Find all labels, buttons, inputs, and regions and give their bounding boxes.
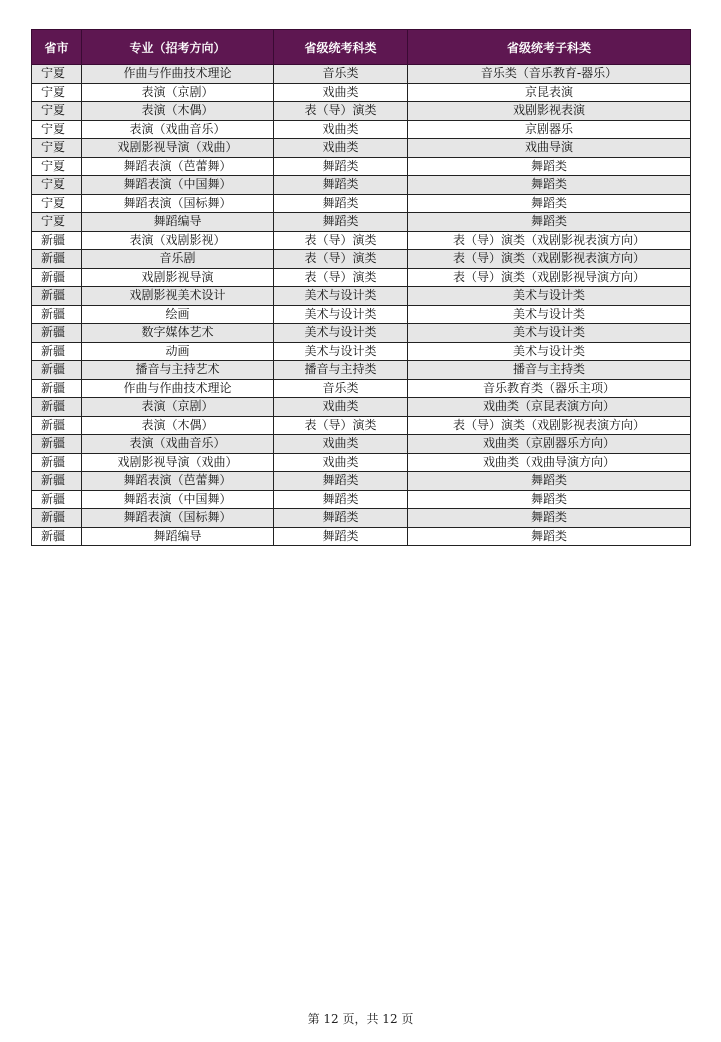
table-row [32, 102, 691, 121]
cell-subcategory: 表（导）演类（戏剧影视导演方向） [408, 268, 691, 287]
cell-subcategory: 美术与设计类 [408, 287, 691, 306]
cell-major: 戏剧影视美术设计 [82, 287, 274, 306]
cell-major: 作曲与作曲技术理论 [82, 65, 274, 84]
cell-province: 新疆 [32, 287, 82, 306]
table-row [32, 435, 691, 454]
cell-major: 数字媒体艺术 [82, 324, 274, 343]
cell-subcategory: 戏曲类（京昆表演方向） [408, 398, 691, 417]
cell-subcategory: 舞蹈类 [408, 509, 691, 528]
cell-category: 表（导）演类 [274, 268, 408, 287]
table-row [32, 416, 691, 435]
cell-category: 表（导）演类 [274, 250, 408, 269]
cell-subcategory: 舞蹈类 [408, 157, 691, 176]
cell-major: 表演（京剧） [82, 83, 274, 102]
cell-major: 表演（京剧） [82, 398, 274, 417]
cell-province: 宁夏 [32, 139, 82, 158]
table-row [32, 231, 691, 250]
cell-major: 戏剧影视导演 [82, 268, 274, 287]
cell-major: 作曲与作曲技术理论 [82, 379, 274, 398]
cell-province: 新疆 [32, 453, 82, 472]
cell-category: 舞蹈类 [274, 213, 408, 232]
cell-subcategory: 音乐类（音乐教育-器乐） [408, 65, 691, 84]
cell-province: 宁夏 [32, 65, 82, 84]
cell-major: 舞蹈表演（芭蕾舞） [82, 157, 274, 176]
cell-province: 新疆 [32, 435, 82, 454]
cell-category: 舞蹈类 [274, 527, 408, 546]
cell-province: 新疆 [32, 342, 82, 361]
cell-subcategory: 京昆表演 [408, 83, 691, 102]
cell-subcategory: 舞蹈类 [408, 213, 691, 232]
cell-subcategory: 舞蹈类 [408, 490, 691, 509]
cell-category: 美术与设计类 [274, 287, 408, 306]
header-subcategory: 省级统考子科类 [408, 30, 691, 65]
cell-province: 新疆 [32, 509, 82, 528]
cell-category: 戏曲类 [274, 453, 408, 472]
table-row [32, 324, 691, 343]
table-row [32, 361, 691, 380]
table-row [32, 268, 691, 287]
cell-province: 新疆 [32, 324, 82, 343]
cell-category: 美术与设计类 [274, 305, 408, 324]
cell-province: 宁夏 [32, 176, 82, 195]
cell-province: 新疆 [32, 472, 82, 491]
table-row [32, 194, 691, 213]
cell-category: 美术与设计类 [274, 324, 408, 343]
cell-category: 音乐类 [274, 65, 408, 84]
table-row [32, 250, 691, 269]
cell-category: 美术与设计类 [274, 342, 408, 361]
cell-subcategory: 戏曲类（戏曲导演方向） [408, 453, 691, 472]
cell-category: 戏曲类 [274, 120, 408, 139]
cell-major: 舞蹈表演（芭蕾舞） [82, 472, 274, 491]
header-province: 省市 [32, 30, 82, 65]
cell-subcategory: 戏剧影视表演 [408, 102, 691, 121]
cell-category: 舞蹈类 [274, 194, 408, 213]
table-row [32, 305, 691, 324]
cell-major: 舞蹈编导 [82, 213, 274, 232]
cell-province: 宁夏 [32, 213, 82, 232]
cell-subcategory: 戏曲导演 [408, 139, 691, 158]
cell-subcategory: 舞蹈类 [408, 472, 691, 491]
cell-major: 舞蹈表演（国标舞） [82, 509, 274, 528]
cell-province: 新疆 [32, 527, 82, 546]
cell-category: 舞蹈类 [274, 176, 408, 195]
cell-category: 音乐类 [274, 379, 408, 398]
cell-subcategory: 舞蹈类 [408, 527, 691, 546]
table-row [32, 176, 691, 195]
cell-major: 戏剧影视导演（戏曲） [82, 453, 274, 472]
cell-category: 戏曲类 [274, 139, 408, 158]
cell-subcategory: 表（导）演类（戏剧影视表演方向） [408, 250, 691, 269]
cell-province: 宁夏 [32, 102, 82, 121]
cell-major: 音乐剧 [82, 250, 274, 269]
table-row [32, 379, 691, 398]
table-row [32, 287, 691, 306]
cell-province: 宁夏 [32, 157, 82, 176]
table-row [32, 527, 691, 546]
cell-province: 新疆 [32, 398, 82, 417]
table-row [32, 83, 691, 102]
cell-major: 动画 [82, 342, 274, 361]
table-row [32, 342, 691, 361]
table-row [32, 509, 691, 528]
table-row [32, 157, 691, 176]
cell-category: 戏曲类 [274, 398, 408, 417]
cell-major: 舞蹈编导 [82, 527, 274, 546]
table-row [32, 398, 691, 417]
table-row [32, 472, 691, 491]
cell-major: 播音与主持艺术 [82, 361, 274, 380]
header-category: 省级统考科类 [274, 30, 408, 65]
cell-province: 宁夏 [32, 83, 82, 102]
table-row [32, 490, 691, 509]
cell-subcategory: 表（导）演类（戏剧影视表演方向） [408, 416, 691, 435]
cell-major: 舞蹈表演（中国舞） [82, 176, 274, 195]
majors-table [31, 29, 691, 546]
cell-category: 舞蹈类 [274, 157, 408, 176]
cell-subcategory: 播音与主持类 [408, 361, 691, 380]
page-footer: 第 12 页，共 12 页 [307, 1012, 414, 1026]
cell-province: 新疆 [32, 379, 82, 398]
cell-province: 宁夏 [32, 194, 82, 213]
table-body [32, 65, 691, 546]
table-row [32, 213, 691, 232]
cell-category: 播音与主持类 [274, 361, 408, 380]
cell-province: 新疆 [32, 490, 82, 509]
cell-major: 表演（戏曲音乐） [82, 120, 274, 139]
cell-category: 表（导）演类 [274, 231, 408, 250]
cell-major: 表演（木偶） [82, 416, 274, 435]
cell-subcategory: 美术与设计类 [408, 342, 691, 361]
table-row [32, 120, 691, 139]
cell-province: 新疆 [32, 361, 82, 380]
cell-major: 戏剧影视导演（戏曲） [82, 139, 274, 158]
cell-province: 新疆 [32, 305, 82, 324]
cell-province: 新疆 [32, 231, 82, 250]
cell-province: 新疆 [32, 416, 82, 435]
table-row [32, 65, 691, 84]
cell-category: 戏曲类 [274, 83, 408, 102]
cell-category: 舞蹈类 [274, 490, 408, 509]
cell-subcategory: 美术与设计类 [408, 324, 691, 343]
cell-category: 舞蹈类 [274, 509, 408, 528]
cell-major: 表演（木偶） [82, 102, 274, 121]
cell-province: 新疆 [32, 250, 82, 269]
cell-category: 戏曲类 [274, 435, 408, 454]
cell-major: 表演（戏曲音乐） [82, 435, 274, 454]
cell-major: 舞蹈表演（国标舞） [82, 194, 274, 213]
cell-category: 表（导）演类 [274, 102, 408, 121]
cell-category: 表（导）演类 [274, 416, 408, 435]
cell-subcategory: 美术与设计类 [408, 305, 691, 324]
cell-subcategory: 舞蹈类 [408, 194, 691, 213]
cell-major: 绘画 [82, 305, 274, 324]
cell-subcategory: 音乐教育类（器乐主项） [408, 379, 691, 398]
table-row [32, 453, 691, 472]
cell-subcategory: 表（导）演类（戏剧影视表演方向） [408, 231, 691, 250]
cell-category: 舞蹈类 [274, 472, 408, 491]
cell-province: 宁夏 [32, 120, 82, 139]
cell-subcategory: 舞蹈类 [408, 176, 691, 195]
cell-major: 表演（戏剧影视） [82, 231, 274, 250]
table-row [32, 139, 691, 158]
table-header-row [32, 30, 691, 65]
cell-major: 舞蹈表演（中国舞） [82, 490, 274, 509]
cell-subcategory: 戏曲类（京剧器乐方向） [408, 435, 691, 454]
header-major: 专业（招考方向） [82, 30, 274, 65]
cell-subcategory: 京剧器乐 [408, 120, 691, 139]
cell-province: 新疆 [32, 268, 82, 287]
